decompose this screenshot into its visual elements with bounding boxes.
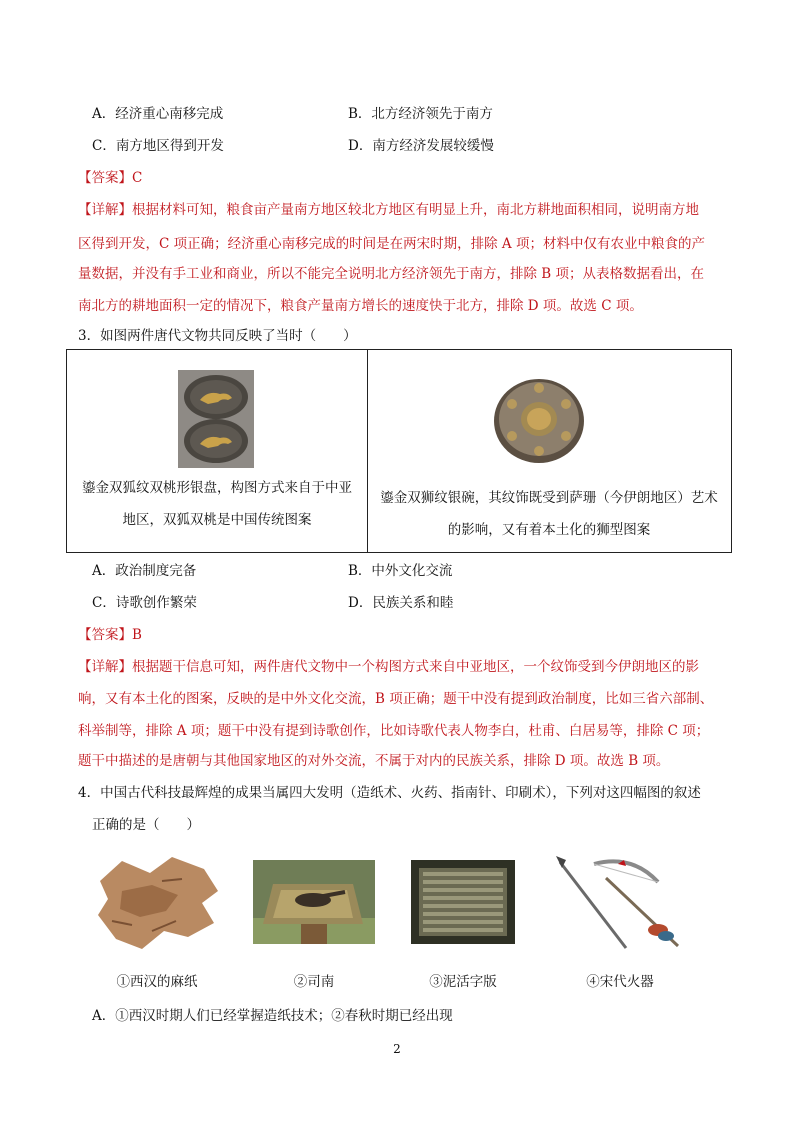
figure-caption: ③泥活字版	[429, 974, 497, 990]
q4-option-a: A．①西汉时期人们已经掌握造纸技术；②春秋时期已经出现	[92, 1008, 453, 1024]
q3-explain-line: 响，又有本土化的图案，反映的是中外文化交流，B 项正确；题干中没有提到政治制度，比如三省六部制、	[78, 691, 714, 707]
page-number: 2	[393, 1042, 401, 1056]
q3-option-c: C．诗歌创作繁荣	[92, 595, 197, 611]
q2-option-b: B．北方经济领先于南方	[348, 106, 493, 122]
q3-explain-line: 科举制等，排除 A 项；题干中没有提到诗歌创作，比如诗歌代表人物李白，杜甫、白居易等，排除 C 项；	[78, 723, 710, 739]
q2-option-c: C．南方地区得到开发	[92, 138, 224, 154]
right-caption-line: 鎏金双狮纹银碗，其纹饰既受到萨珊（今伊朗地区）艺术	[380, 490, 718, 506]
q2-explain-line: 区得到开发，C 项正确；经济重心南移完成的时间是在两宋时期，排除 A 项；材料中仅有农业中粮食的产	[78, 236, 705, 252]
right-caption-line: 的影响，又有着本土化的狮型图案	[447, 522, 651, 538]
q3-answer: 【答案】B	[78, 627, 142, 643]
figure-caption: ④宋代火器	[586, 974, 654, 990]
q2-option-d: D．南方经济发展较缓慢	[348, 138, 494, 154]
q4-stem: 4．中国古代科技最辉煌的成果当属四大发明（造纸术、火药、指南针、印刷术），下列对这四幅图的叙述	[78, 785, 701, 801]
silver-bowl-image	[492, 374, 586, 464]
q2-explain-line: 【详解】根据材料可知，粮食亩产量南方地区较北方地区有明显上升，南北方耕地面积相同，说明南方地	[78, 202, 699, 218]
q3-stem: 3．如图两件唐代文物共同反映了当时（ ）	[78, 328, 357, 344]
hemp-paper-image	[92, 851, 222, 955]
fire-weapon-image	[554, 848, 686, 954]
q2-answer: 【答案】C	[78, 170, 143, 186]
q2-explain-line: 量数据，并没有手工业和商业，所以不能完全说明北方经济领先于南方，排除 B 项；从表格数据看出，在	[78, 266, 705, 282]
q3-explain-line: 【详解】根据题干信息可知，两件唐代文物中一个构图方式来自中亚地区，一个纹饰受到今伊朗地区的影	[78, 659, 699, 675]
q4-stem-cont: 正确的是（ ）	[92, 817, 200, 833]
q3-option-d: D．民族关系和睦	[348, 595, 454, 611]
silver-plate-image	[178, 370, 254, 468]
q3-artifact-table	[66, 349, 732, 553]
q3-option-a: A．政治制度完备	[92, 563, 197, 579]
figure-caption: ②司南	[293, 974, 335, 990]
movable-type-image	[411, 860, 515, 944]
left-caption-line: 地区，双狐双桃是中国传统图案	[122, 512, 312, 528]
q3-option-b: B．中外文化交流	[348, 563, 453, 579]
q3-explain-line: 题干中描述的是唐朝与其他国家地区的对外交流，不属于对内的民族关系，排除 D 项。故选 B 项。	[78, 753, 670, 769]
figure-caption: ①西汉的麻纸	[116, 974, 198, 990]
sinan-compass-image	[253, 860, 375, 944]
left-caption-line: 鎏金双狐纹双桃形银盘，构图方式来自于中亚	[82, 480, 352, 496]
q2-option-a: A．经济重心南移完成	[92, 106, 224, 122]
q2-explain-line: 南北方的耕地面积一定的情况下，粮食产量南方增长的速度快于北方，排除 D 项。故选 C 项。	[78, 298, 643, 314]
